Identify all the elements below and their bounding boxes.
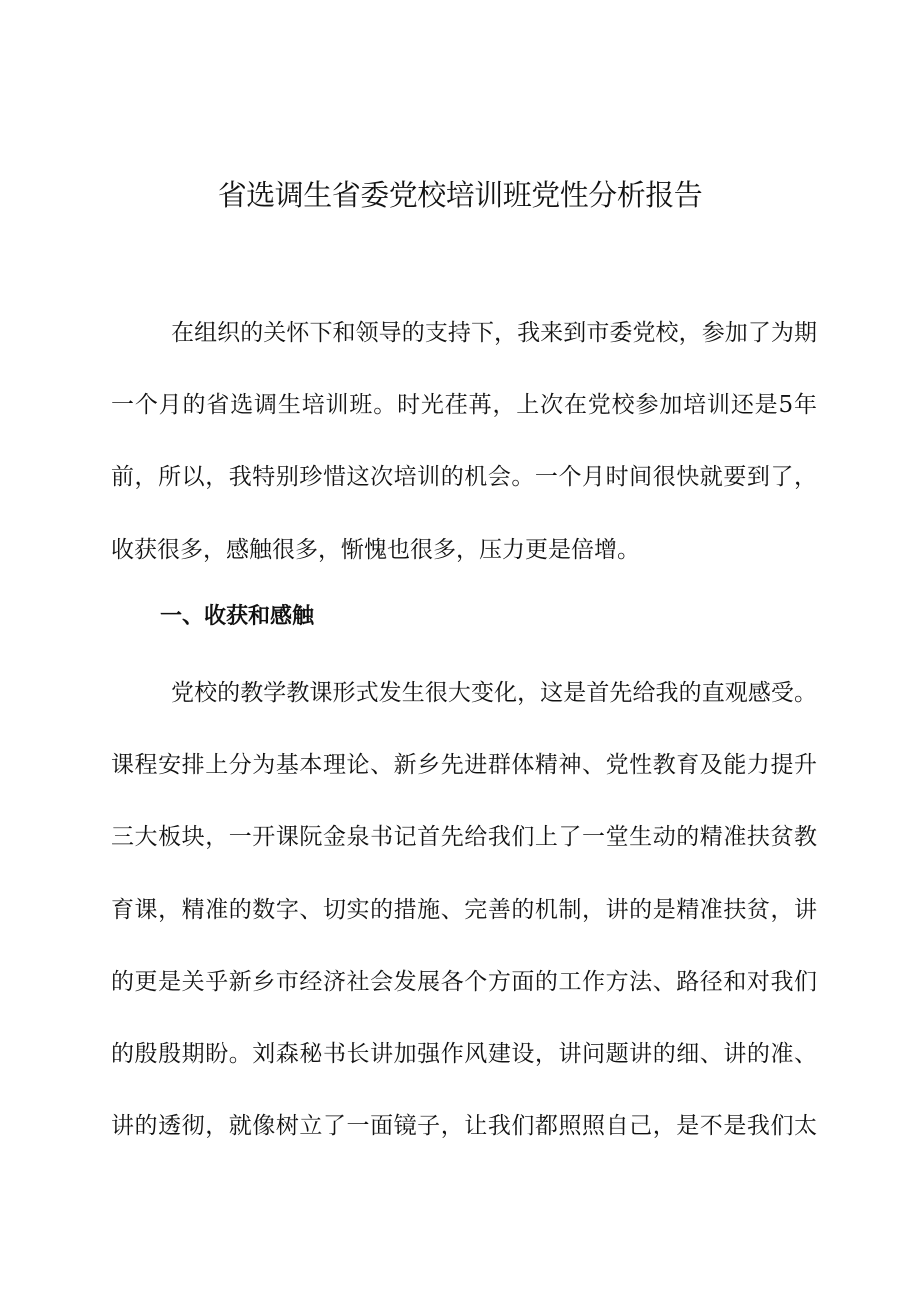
paragraph-line: 讲的透彻，就像树立了一面镜子，让我们都照照自己，是不是我们太 xyxy=(111,1113,817,1140)
document-title: 省选调生省委党校培训班党性分析报告 xyxy=(217,178,703,212)
paragraph-line: 育课，精准的数字、切实的措施、完善的机制，讲的是精准扶贫，讲 xyxy=(111,896,817,923)
paragraph-line: 课程安排上分为基本理论、新乡先进群体精神、党性教育及能力提升 xyxy=(111,752,817,779)
paragraph-line: 一个月的省选调生培训班。时光荏苒，上次在党校参加培训还是5年 xyxy=(111,392,817,419)
paragraph-intro xyxy=(111,297,817,586)
paragraph-line: 的更是关乎新乡市经济社会发展各个方面的工作方法、路径和对我们 xyxy=(111,968,817,995)
paragraph-harvest xyxy=(111,657,817,1162)
paragraph-line: 的殷殷期盼。刘森秘书长讲加强作风建设，讲问题讲的细、讲的准、 xyxy=(111,1041,817,1068)
section-heading: 一、收获和感触 xyxy=(160,604,315,629)
paragraph-line: 收获很多，感触很多，惭愧也很多，压力更是倍增。 xyxy=(111,536,640,563)
paragraph-line: 三大板块，一开课阮金泉书记首先给我们上了一堂生动的精准扶贫教 xyxy=(111,824,817,851)
paragraph-line: 在组织的关怀下和领导的支持下，我来到市委党校，参加了为期 xyxy=(171,320,817,346)
paragraph-line: 党校的教学教课形式发生很大变化，这是首先给我的直观感受。 xyxy=(171,680,817,706)
paragraph-line: 前，所以，我特别珍惜这次培训的机会。一个月时间很快就要到了， xyxy=(111,464,817,491)
